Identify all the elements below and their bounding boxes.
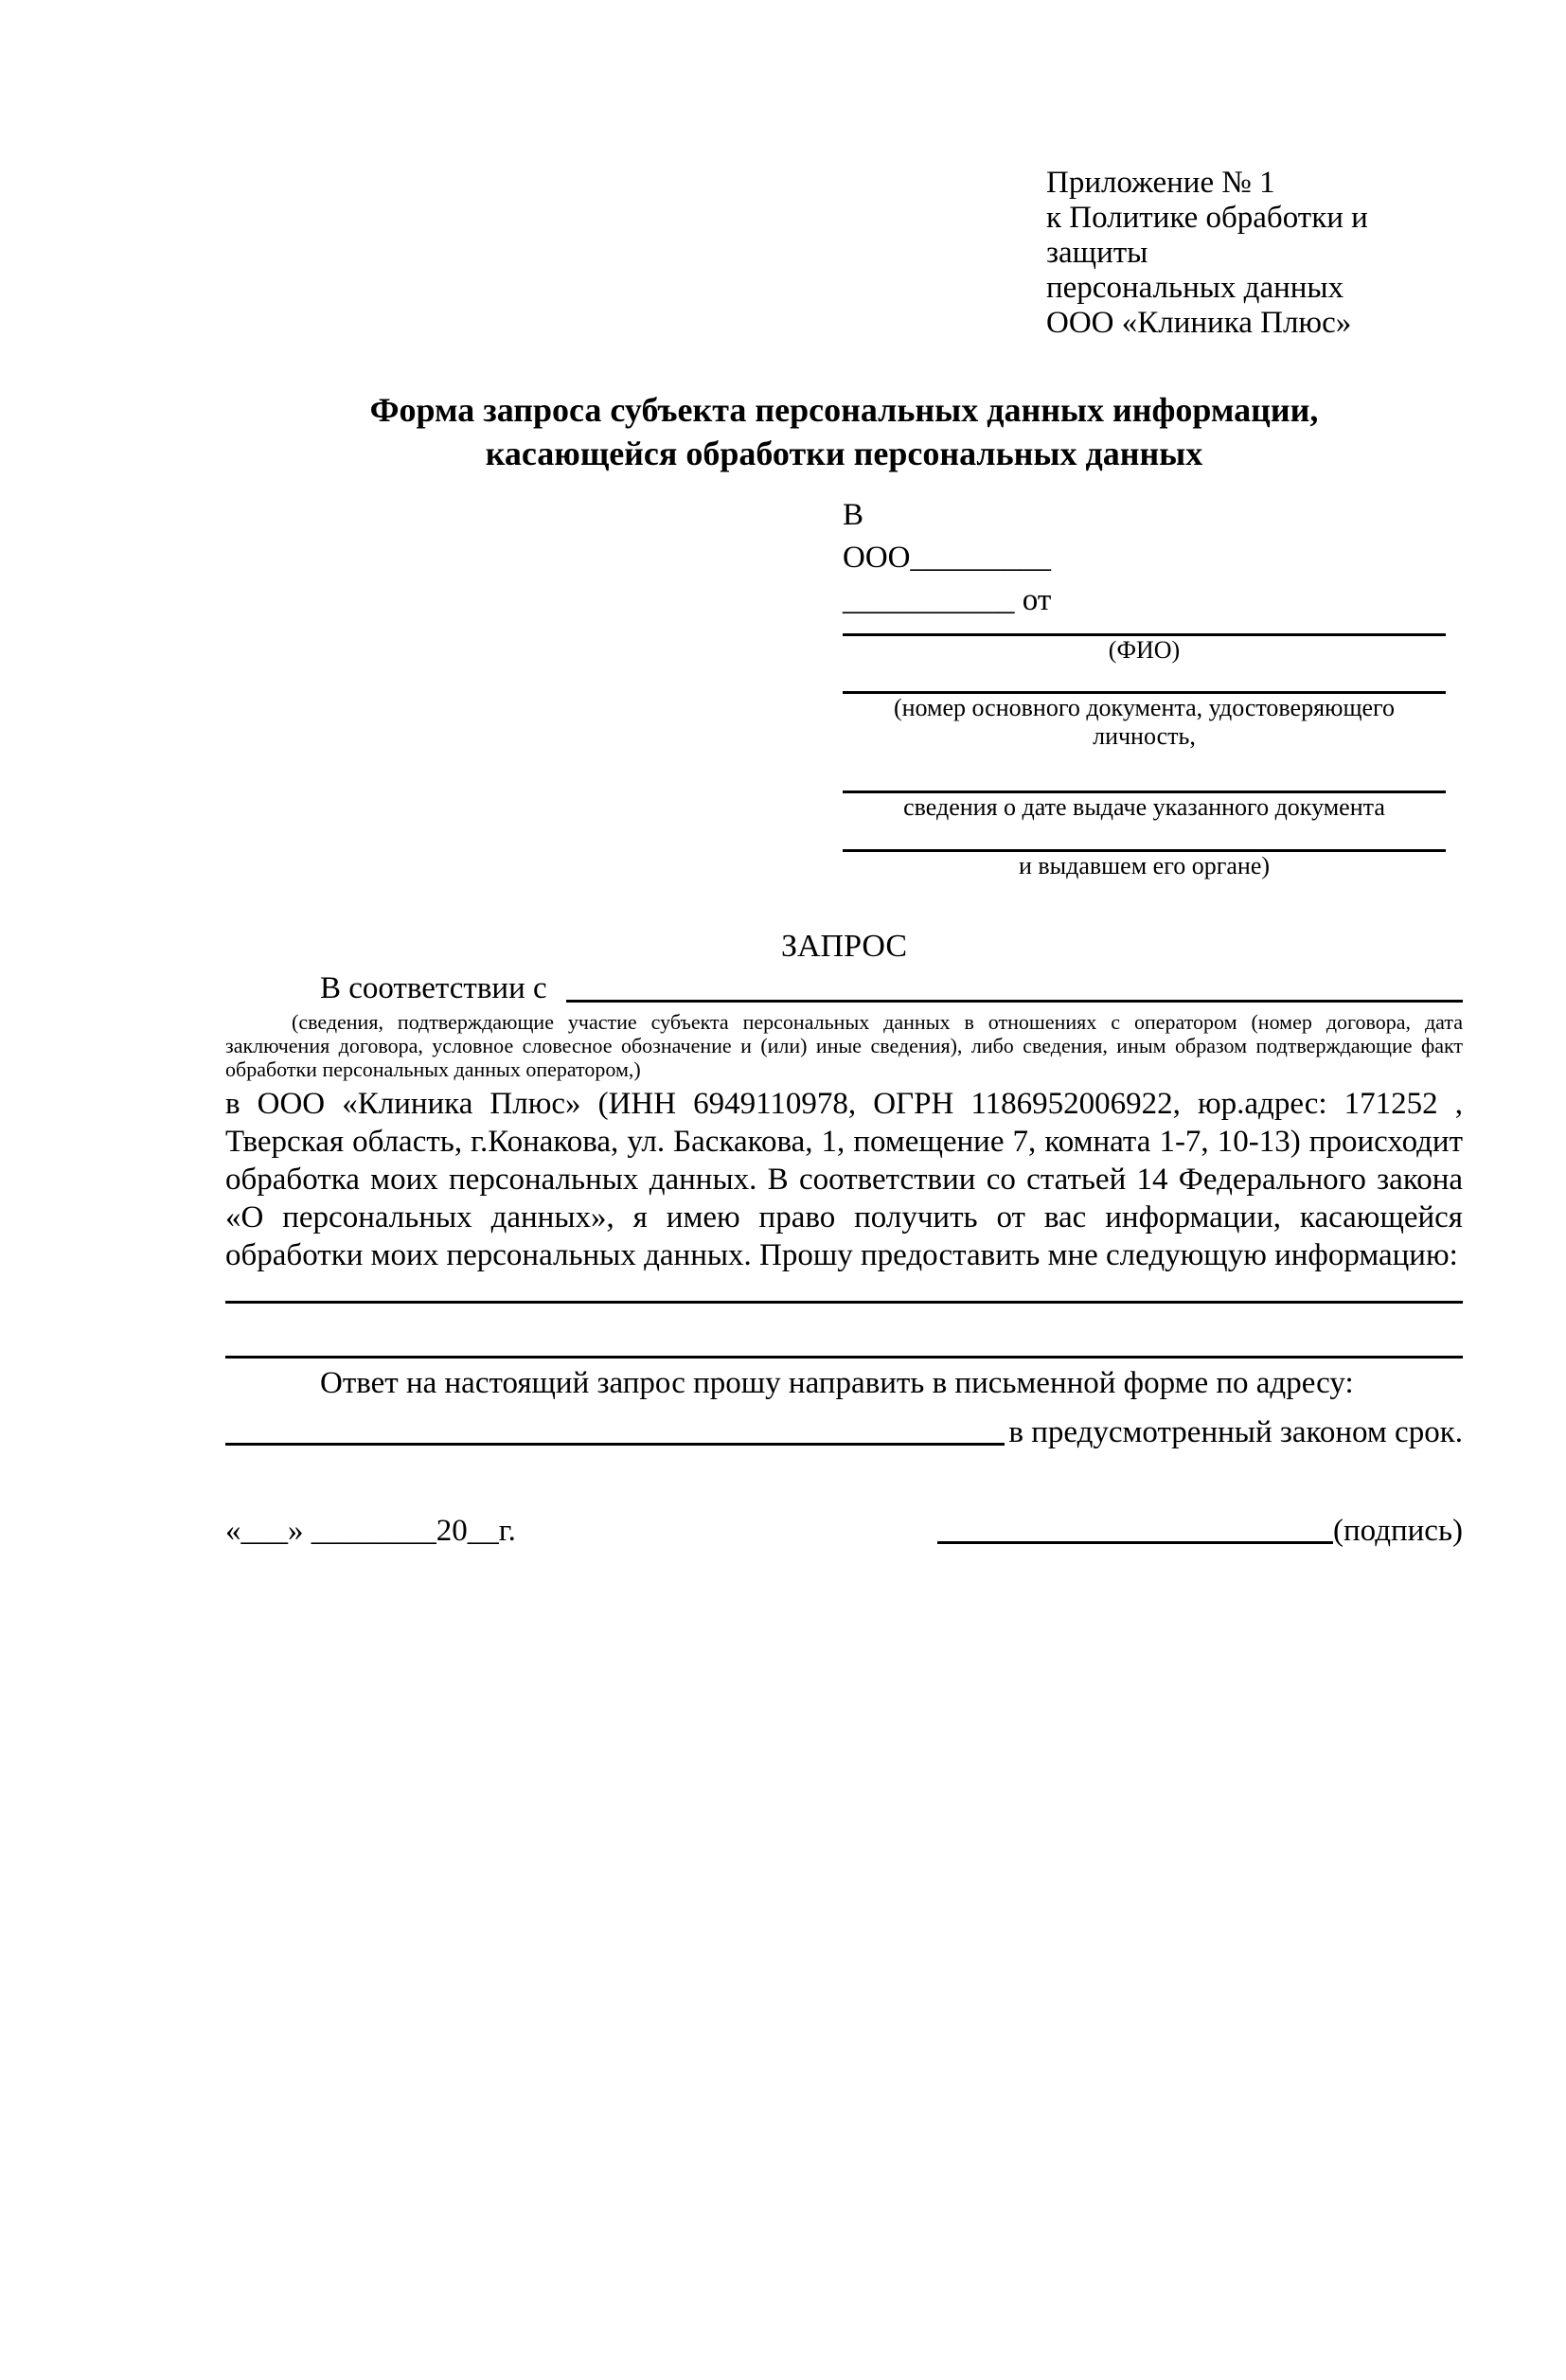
document-title xyxy=(225,388,1463,475)
reply-address-line xyxy=(225,1413,1463,1451)
signature-blank-line xyxy=(937,1541,1333,1544)
applicant-from-blank: ___________ от xyxy=(843,583,1052,617)
company-name-blank: ООО_________ xyxy=(843,541,1051,575)
signature-block xyxy=(937,1512,1463,1550)
annex-reference-block xyxy=(1046,166,1463,341)
legal-basis-prefix: В соответствии с xyxy=(320,971,555,1005)
reply-paragraph: Ответ на настоящий запрос прошу направить в письменной форме по адресу: xyxy=(320,1366,1354,1400)
address-blank-line xyxy=(225,1443,1005,1446)
document-page xyxy=(0,166,1566,2380)
document-title-line: Форма запроса субъекта персональных данных информации, xyxy=(369,391,1319,429)
addressee-block xyxy=(843,494,1446,880)
annex-line: к Политике обработки и защиты xyxy=(1046,201,1368,270)
annex-line: персональных данных xyxy=(1046,271,1344,305)
request-heading: ЗАПРОС xyxy=(780,929,908,964)
body-paragraph: в ООО «Клиника Плюс» (ИНН 6949110978, ОГРН 1186952006922, юр.адрес: 171252 , Тверская область, г.Конакова, ул. Баскакова, 1, помещение 7, комната 1-7, 10-13) происходит обработка моих персональных данных. В соответствии со статьей 14 Федерального закона «О персональных данных», я имею право получить от вас информации, касающейся обработки моих персональных данных. Прошу предоставить мне следующую информацию: xyxy=(225,1087,1463,1272)
addressee-to: В xyxy=(843,498,864,532)
document-number-caption: (номер основного документа, удостоверяющего личность, xyxy=(893,694,1396,750)
legal-basis-blank-line xyxy=(566,1000,1463,1003)
date-signature-row xyxy=(225,1512,1463,1550)
date-blank: «___» ________20__г. xyxy=(225,1514,516,1548)
explanatory-note: (сведения, подтверждающие участие субъекта персональных данных в отношениях с оператором (номер договора, дата заключения договора, условное словесное обозначение и (или) иные сведения), либо сведения, иным образом подтверждающие факт обработки персональных данных оператором,) xyxy=(225,1010,1463,1081)
reply-suffix: в предусмотренный законом срок. xyxy=(1008,1415,1463,1449)
annex-line: Приложение № 1 xyxy=(1046,166,1275,200)
legal-basis-line xyxy=(225,968,1463,1010)
document-title-line: касающейся обработки персональных данных xyxy=(485,435,1203,472)
info-blank-line-2 xyxy=(225,1356,1463,1359)
annex-line: ООО «Клиника Плюс» xyxy=(1046,306,1352,340)
signature-caption: (подпись) xyxy=(1333,1514,1463,1548)
issuer-caption: и выдавшем его органе) xyxy=(1018,852,1271,879)
issue-date-caption: сведения о дате выдаче указанного документа xyxy=(903,793,1385,821)
info-blank-line-1 xyxy=(225,1301,1463,1304)
fio-caption: (ФИО) xyxy=(1108,636,1181,664)
